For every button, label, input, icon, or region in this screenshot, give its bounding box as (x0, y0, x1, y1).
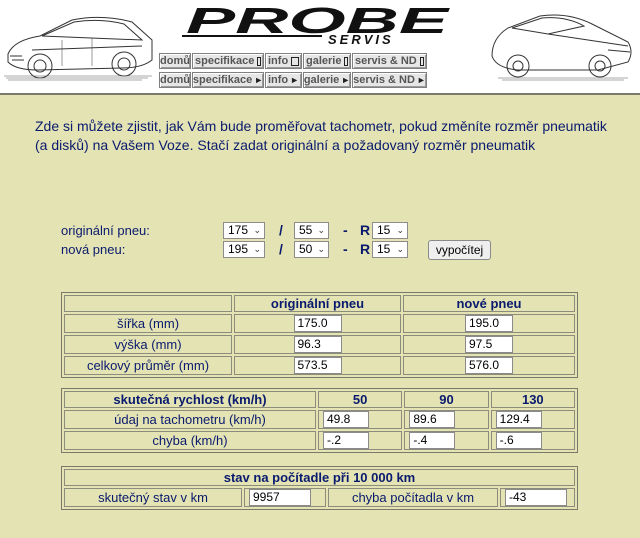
new-rim-select[interactable]: 15 ⌄ (372, 241, 408, 258)
svg-text:SERVIS: SERVIS (328, 32, 394, 46)
result-field: 9957 (249, 489, 311, 506)
row-label: skutečný stav v km (64, 488, 242, 507)
row-label: výška (mm) (64, 335, 232, 354)
nav-specifikace-button[interactable]: specifikace (192, 53, 264, 69)
original-tire-label: originální pneu: (61, 223, 150, 238)
rim-prefix: R (360, 222, 371, 238)
row-label: údaj na tachometru (km/h) (64, 410, 316, 429)
arrow-right-icon: ► (416, 75, 426, 85)
nav-home-button[interactable]: domů (160, 55, 190, 67)
result-field: 195.0 (465, 315, 513, 332)
result-field: 175.0 (294, 315, 342, 332)
new-profile-select[interactable]: 50 ⌄ (294, 241, 329, 258)
slash-separator: / (279, 222, 283, 238)
nav-home-button[interactable]: domů (160, 74, 190, 86)
main-panel (0, 93, 640, 538)
speed-table (61, 388, 578, 453)
table-header-speed: skutečná rychlost (km/h) (64, 391, 316, 408)
result-field: 576.0 (465, 357, 513, 374)
dimensions-table (61, 292, 578, 378)
table-header-original: originální pneu (234, 295, 401, 312)
table-row (64, 335, 575, 354)
original-rim-select[interactable]: 15 ⌄ (372, 222, 408, 239)
intro-text: Zde si můžete zjistit, jak Vám bude proměřovat tachometr, pokud změníte rozměr pneumatik (a disků) na Vašem Voze. Stačí zadat originální a požadovaný rozměr pneumatik (35, 118, 607, 153)
result-field: -.2 (323, 432, 369, 449)
new-width-select[interactable]: 195 ⌄ (223, 241, 265, 258)
calculate-button[interactable]: vypočítej (428, 240, 491, 260)
original-width-select[interactable]: 175 ⌄ (223, 222, 265, 239)
result-field: -.4 (409, 432, 455, 449)
arrow-right-icon: ► (290, 75, 300, 85)
table-row (64, 314, 575, 333)
row-label: šířka (mm) (64, 314, 232, 333)
row-label: chyba (km/h) (64, 431, 316, 450)
rim-prefix: R (360, 241, 371, 257)
table-header-speed-90: 90 (404, 391, 488, 408)
result-field: -.6 (496, 432, 542, 449)
odometer-table (61, 466, 578, 510)
car-right-image (488, 8, 636, 84)
result-field: 97.5 (465, 336, 513, 353)
nav-galerie-button[interactable]: galerie ► (303, 74, 351, 86)
row-label: celkový průměr (mm) (64, 356, 232, 375)
odometer-title: stav na počítadle při 10 000 km (64, 469, 575, 486)
checkbox-icon (420, 57, 424, 66)
svg-text:PROBE: PROBE (186, 6, 451, 41)
dash-separator: - (343, 222, 348, 238)
chevron-down-icon: ⌄ (317, 225, 325, 235)
new-tire-label: nová pneu: (61, 242, 126, 257)
table-row (64, 410, 575, 429)
table-row (64, 431, 575, 450)
arrow-right-icon: ► (341, 75, 351, 85)
checkbox-icon (257, 57, 261, 66)
table-row (64, 488, 575, 507)
row-label: chyba počítadla v km (328, 488, 498, 507)
nav-row-secondary (159, 72, 427, 88)
nav-servis-button[interactable]: servis & ND ► (353, 74, 426, 86)
nav-servis-button[interactable]: servis & ND (352, 53, 427, 69)
nav-info-button[interactable]: info ► (265, 72, 302, 88)
checkbox-icon (291, 57, 299, 66)
chevron-down-icon: ⌄ (396, 225, 404, 235)
result-field: -43 (505, 489, 567, 506)
table-header-new: nové pneu (403, 295, 575, 312)
result-field: 49.8 (323, 411, 369, 428)
header (0, 0, 640, 93)
checkbox-icon (344, 57, 348, 66)
nav-row-primary (159, 53, 427, 69)
chevron-down-icon: ⌄ (396, 244, 404, 254)
chevron-down-icon: ⌄ (253, 225, 261, 235)
car-left-image (2, 10, 156, 82)
arrow-right-icon: ► (254, 75, 264, 85)
nav-galerie-button[interactable]: galerie (303, 53, 351, 69)
table-header-speed-130: 130 (491, 391, 575, 408)
table-header-empty (64, 295, 232, 312)
chevron-down-icon: ⌄ (317, 244, 325, 254)
result-field: 96.3 (294, 336, 342, 353)
nav-specifikace-button[interactable]: specifikace ► (192, 74, 264, 86)
original-profile-select[interactable]: 55 ⌄ (294, 222, 329, 239)
dash-separator: - (343, 241, 348, 257)
nav-info-button[interactable]: info (265, 53, 302, 69)
result-field: 89.6 (409, 411, 455, 428)
probe-servis-logo (182, 6, 458, 46)
slash-separator: / (279, 241, 283, 257)
chevron-down-icon: ⌄ (253, 244, 261, 254)
result-field: 129.4 (496, 411, 542, 428)
table-header-speed-50: 50 (318, 391, 402, 408)
result-field: 573.5 (294, 357, 342, 374)
table-row (64, 356, 575, 375)
